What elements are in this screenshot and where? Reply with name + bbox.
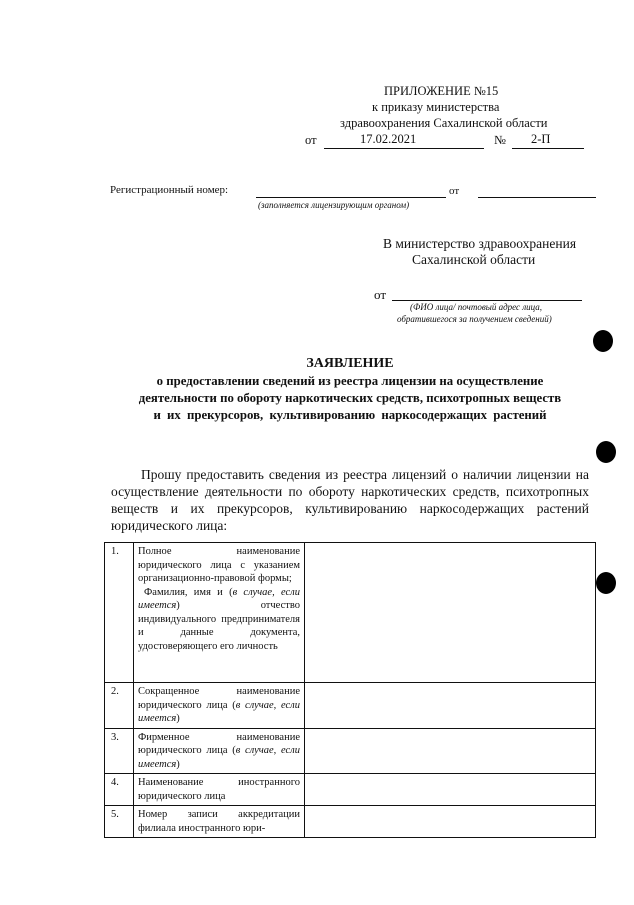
row-label-text: Полное наименование юридического лица с указанием организационно-правовой формы; (138, 546, 300, 584)
order-number: 2-П (531, 132, 551, 146)
row-number: 1. (105, 543, 134, 683)
row-label (134, 543, 305, 683)
applicant-from-label: от (374, 287, 387, 302)
document-title: ЗАЯВЛЕНИЕ (306, 356, 394, 371)
registration-from-label: от (449, 185, 460, 197)
applicant-note-line1: (ФИО лица/ почтовый адрес лица, (410, 302, 543, 312)
table-row (105, 543, 596, 683)
document-subtitle-line1: о предоставлении сведений из реестра лицензии на осуществление (156, 374, 544, 388)
punch-hole-mark (593, 330, 613, 352)
row-label: Наименование иностранного юридического лица (134, 774, 305, 806)
table-row (105, 683, 596, 729)
row-number: 5. (105, 806, 134, 838)
order-date: 17.02.2021 (360, 132, 417, 146)
table-row (105, 728, 596, 774)
applicant-line (392, 300, 582, 301)
registration-date-line (478, 197, 596, 198)
row-number: 3. (105, 728, 134, 774)
registration-note: (заполняется лицензирующим органом) (258, 200, 410, 210)
document-subtitle-line2: деятельности по обороту наркотических средств, психотропных веществ (138, 391, 562, 405)
punch-hole-mark (596, 572, 616, 594)
row-number: 4. (105, 774, 134, 806)
row-value-field[interactable] (305, 683, 596, 729)
order-date-line (324, 148, 484, 149)
row-value-field[interactable] (305, 774, 596, 806)
appendix-ministry-line: здравоохранения Сахалинской области (340, 116, 548, 130)
row-value-field[interactable] (305, 728, 596, 774)
appendix-number: ПРИЛОЖЕНИЕ №15 (384, 84, 499, 98)
row-label: Номер записи аккредитации филиала иностранного юри- (134, 806, 305, 838)
addressee-line1: В министерство здравоохранения (383, 236, 577, 251)
addressee-line2: Сахалинской области (412, 252, 536, 267)
punch-hole-mark (596, 441, 616, 463)
order-number-line (512, 148, 584, 149)
table-row (105, 806, 596, 838)
row-label: Фирменное наименование юридического лица (в случае, если имеется) (134, 728, 305, 774)
table-row (105, 774, 596, 806)
request-paragraph: Прошу предоставить сведения из реестра лицензий о наличии лицензии на осуществление деятельности по обороту наркотических средств, психотропных веществ и их прекурсоров, культивированию наркосодержащих растений юридического лица: (111, 467, 589, 533)
appendix-order-line: к приказу министерства (372, 100, 500, 114)
applicant-note-line2: обратившегося за получением сведений) (397, 314, 552, 324)
row-label: Сокращенное наименование юридического лица (в случае, если имеется) (134, 683, 305, 729)
order-number-label: № (494, 133, 506, 147)
applicant-info-table (104, 542, 596, 838)
registration-number-label: Регистрационный номер: (110, 184, 229, 196)
row-label-text-b: Фамилия, имя и (в случае, если имеется) отчество индивидуального предпринимателя и данные документа, удостоверяющего его личность (138, 586, 301, 652)
row-number: 2. (105, 683, 134, 729)
row-value-field[interactable] (305, 806, 596, 838)
registration-number-line (256, 197, 446, 198)
document-subtitle-line3: и их прекурсоров, культивированию наркосодержащих растений (153, 408, 547, 422)
order-from-label: от (305, 133, 317, 147)
row-value-field[interactable] (305, 543, 596, 683)
